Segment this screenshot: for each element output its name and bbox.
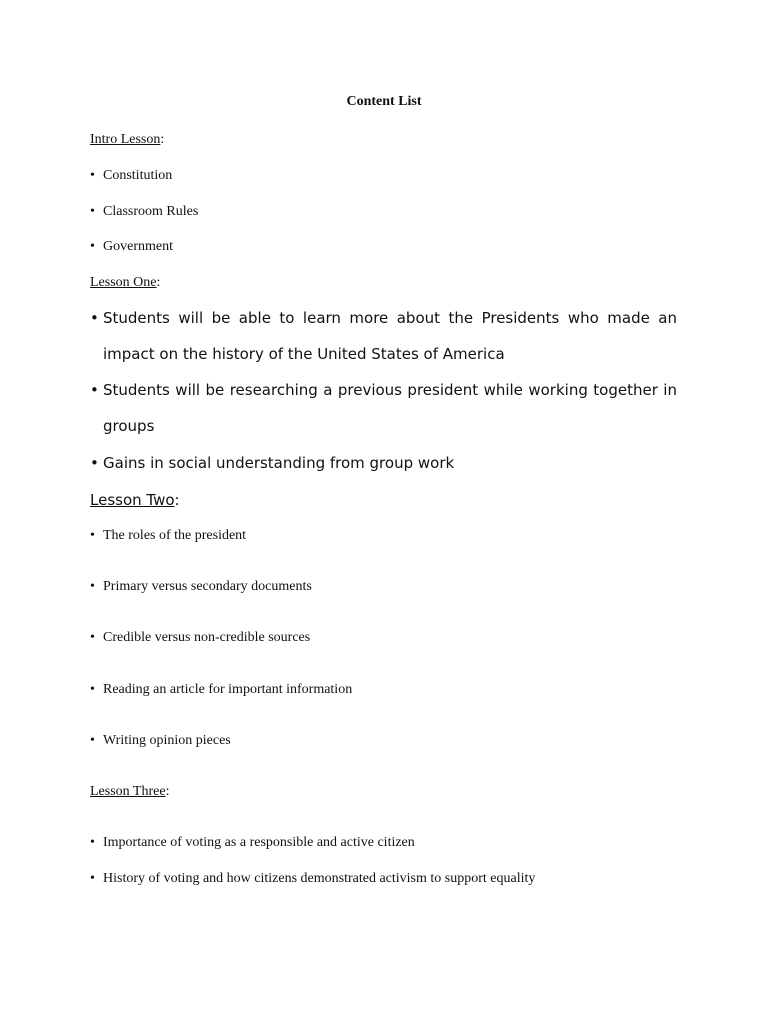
bullet-icon: • bbox=[90, 239, 95, 254]
bullet-icon: • bbox=[90, 204, 95, 219]
bullet-icon: • bbox=[90, 309, 99, 327]
list-item-text: Primary versus secondary documents bbox=[103, 579, 312, 594]
list-item-text: Constitution bbox=[103, 168, 173, 183]
heading-label: Lesson Two bbox=[90, 491, 175, 509]
section-heading-lesson-two bbox=[90, 491, 180, 509]
list-item-text: Credible versus non-credible sources bbox=[103, 630, 311, 645]
bullet-icon: • bbox=[90, 630, 95, 645]
section-heading-lesson-one bbox=[90, 275, 160, 291]
bullet-icon: • bbox=[90, 871, 95, 886]
page-title: Content List bbox=[346, 94, 422, 109]
section-heading-intro bbox=[90, 132, 164, 148]
list-item-text: Classroom Rules bbox=[103, 204, 199, 219]
list-item-text: Students will be able to learn more about the Presidents who made an impact on the history of the United States of America bbox=[103, 309, 677, 363]
heading-colon: : bbox=[165, 784, 170, 799]
list-item-text: Government bbox=[103, 239, 173, 254]
section-heading-lesson-three bbox=[90, 784, 169, 800]
bullet-icon: • bbox=[90, 579, 95, 594]
heading-colon: : bbox=[160, 132, 165, 147]
bullet-icon: • bbox=[90, 528, 95, 543]
list-item-text: The roles of the president bbox=[103, 528, 247, 543]
list-item-text: Writing opinion pieces bbox=[103, 733, 231, 748]
bullet-icon: • bbox=[90, 381, 99, 399]
bullet-icon: • bbox=[90, 454, 99, 472]
heading-label: Lesson One bbox=[90, 275, 157, 290]
list-item-text: Reading an article for important information bbox=[103, 682, 353, 697]
bullet-icon: • bbox=[90, 733, 95, 748]
heading-label: Lesson Three bbox=[90, 784, 166, 799]
list-item-text: History of voting and how citizens demonstrated activism to support equality bbox=[103, 871, 536, 886]
bullet-icon: • bbox=[90, 835, 95, 850]
list-item-text: Gains in social understanding from group work bbox=[103, 454, 455, 472]
heading-colon: : bbox=[174, 491, 180, 509]
bullet-icon: • bbox=[90, 682, 95, 697]
list-item-text: Importance of voting as a responsible and active citizen bbox=[103, 835, 415, 850]
heading-label: Intro Lesson bbox=[90, 132, 161, 147]
list-item-text: Students will be researching a previous president while working together in groups bbox=[103, 381, 677, 435]
bullet-icon: • bbox=[90, 168, 95, 183]
heading-colon: : bbox=[156, 275, 161, 290]
